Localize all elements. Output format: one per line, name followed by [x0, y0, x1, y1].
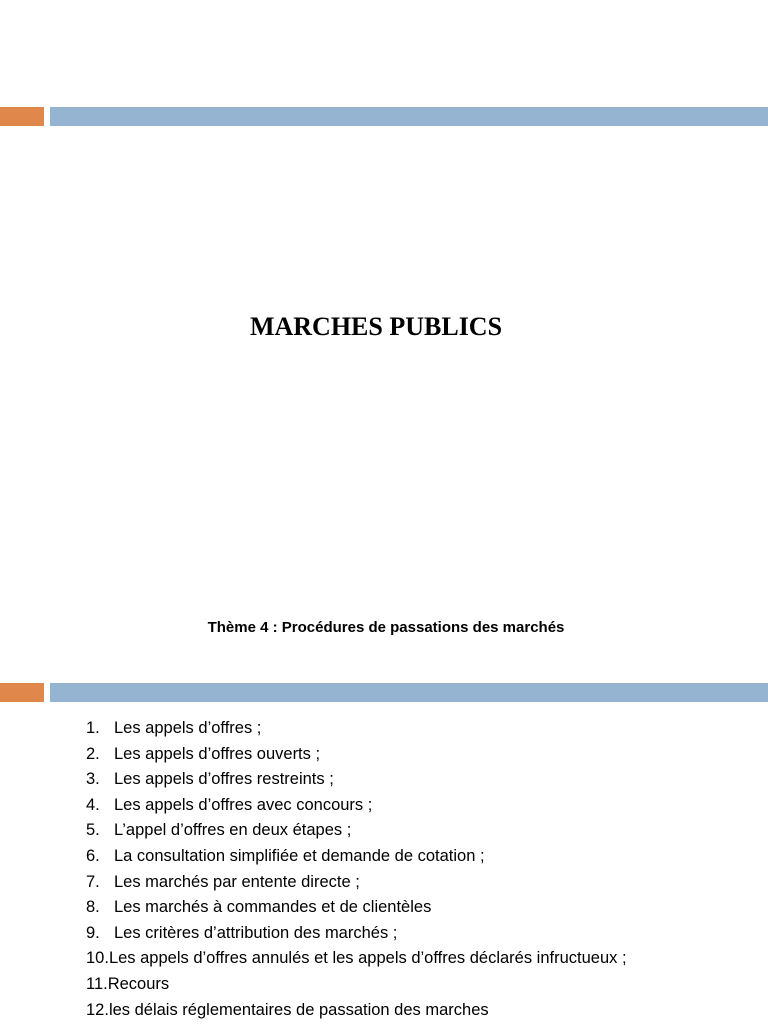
list-item-number: 2.	[86, 744, 100, 763]
list-item-number: 6.	[86, 846, 100, 865]
list-item-text: Les appels d’offres ;	[114, 719, 262, 737]
list-item-number: 8.	[86, 898, 100, 917]
list-item-text: Les appels d’offres restreints ;	[114, 770, 334, 789]
slide-header-accent-bar	[0, 107, 768, 126]
accent-orange-block	[0, 683, 44, 702]
accent-blue-band	[50, 107, 768, 126]
list-item-text: les délais réglementaires de passation des marches	[108, 1000, 489, 1019]
list-item-text: La consultation simplifiée et demande de cotation ;	[114, 846, 485, 865]
list-item-number: 12.	[86, 1000, 109, 1019]
list-item-text: Les appels d’offres annulés et les appels d’offres déclarés infructueux ;	[108, 949, 627, 968]
list-item-number: 1.	[86, 719, 100, 737]
list-item-number: 7.	[86, 872, 100, 891]
accent-orange-block	[0, 107, 44, 126]
list-item	[86, 818, 756, 844]
list-item-text: Les marchés à commandes et de clientèles	[114, 898, 432, 917]
list-item-text: Les appels d’offres avec concours ;	[114, 795, 373, 814]
slide-subtitle: Thème 4 : Procédures de passations des marchés	[207, 619, 565, 636]
list-item	[86, 716, 756, 742]
list-item	[86, 870, 756, 896]
list-item-number: 11.	[86, 974, 108, 993]
contents-slide	[0, 680, 768, 1024]
list-item	[86, 742, 756, 768]
list-item-number: 9.	[86, 923, 100, 942]
list-item-text: Les critères d’attribution des marchés ;	[114, 923, 398, 942]
list-item-text: Les appels d’offres ouverts ;	[114, 744, 321, 763]
list-item-number: 5.	[86, 821, 100, 840]
list-item	[86, 844, 756, 870]
list-item-number: 3.	[86, 770, 100, 789]
list-item	[86, 972, 756, 998]
list-item-number: 10.	[86, 949, 109, 968]
slide-title: MARCHES PUBLICS	[249, 312, 503, 341]
list-item	[86, 921, 756, 947]
list-item	[86, 895, 756, 921]
list-item-text: L’appel d’offres en deux étapes ;	[114, 821, 352, 840]
list-item-number: 4.	[86, 795, 100, 814]
list-item	[86, 767, 756, 793]
list-item	[86, 998, 756, 1024]
slide-header-accent-bar	[0, 683, 768, 702]
list-item-text: Recours	[107, 974, 170, 993]
accent-blue-band	[50, 683, 768, 702]
list-item-text: Les marchés par entente directe ;	[114, 872, 360, 891]
list-item	[86, 946, 756, 972]
topic-list	[86, 716, 756, 1023]
list-item	[86, 793, 756, 819]
